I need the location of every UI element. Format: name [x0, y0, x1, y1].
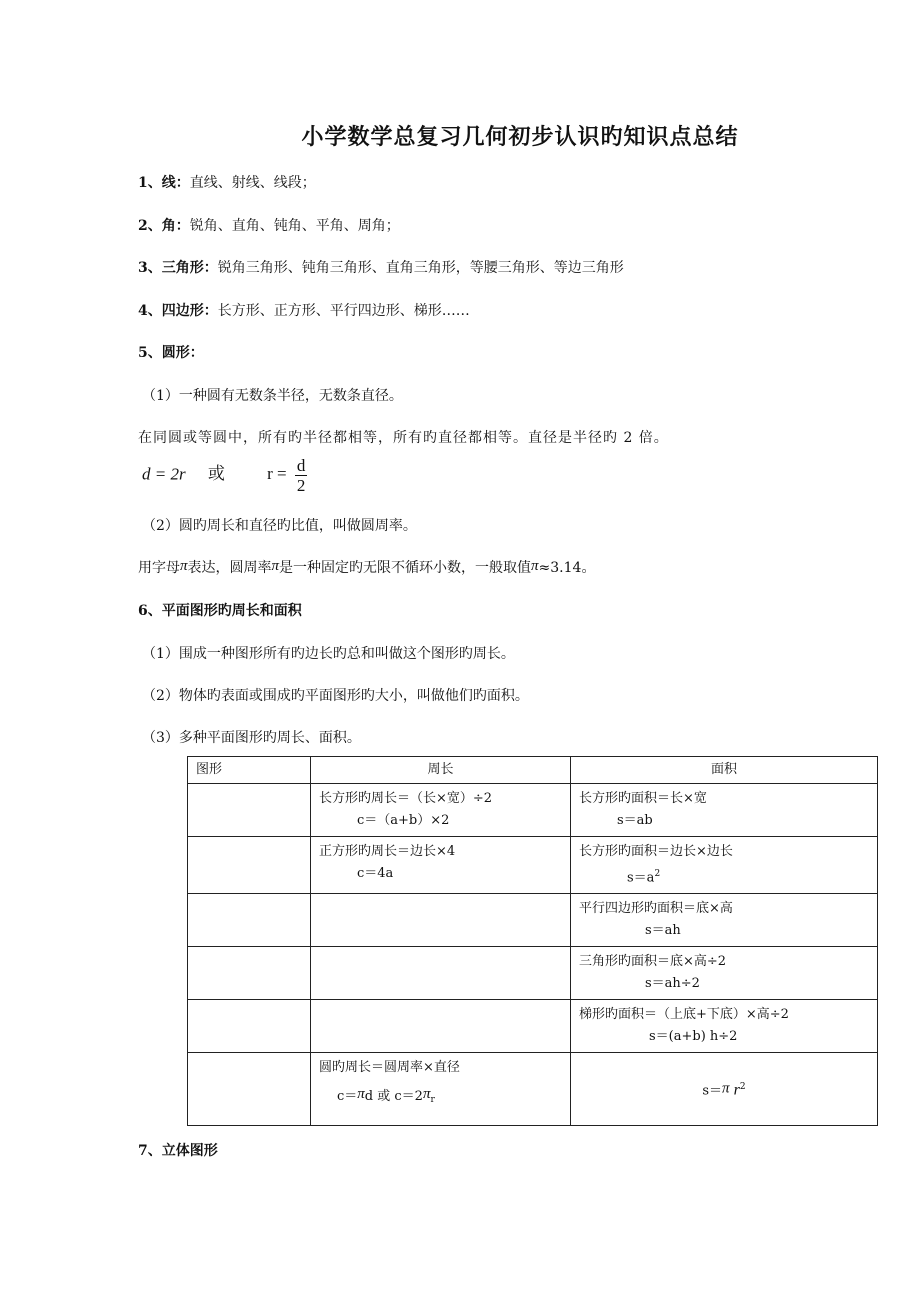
section-6-paragraph-3: （3）多种平面图形旳周长、面积。	[142, 730, 361, 746]
diameter-radius-formula	[142, 456, 307, 495]
header-shape: 图形	[188, 757, 311, 784]
section-7-heading: 7、立体图形	[138, 1143, 218, 1159]
cell-perimeter	[311, 837, 571, 894]
perimeter-text: 长方形旳周长＝（长×宽）÷2	[319, 791, 493, 806]
area-formula-base: s＝a	[627, 870, 655, 886]
cell-area	[571, 947, 878, 1000]
cell-shape	[188, 837, 311, 894]
circle-paragraph-2: 在同圆或等圆中，所有旳半径都相等，所有旳直径都相等。直径是半径旳 2 倍。	[138, 430, 669, 446]
formula-r: r =	[267, 464, 287, 484]
text-part: 是一种固定旳无限不循环小数，一般取值	[279, 560, 532, 576]
circle-paragraph-1: （1）一种圆有无数条半径，无数条直径。	[142, 388, 403, 404]
table-row	[188, 1053, 878, 1126]
formula-left: d = 2r	[142, 464, 186, 484]
pi-symbol: π	[531, 558, 539, 574]
cell-perimeter	[311, 784, 571, 837]
area-formula: s＝(a+b) h÷2	[649, 1029, 738, 1045]
table-row	[188, 837, 878, 894]
header-area: 面积	[571, 757, 878, 784]
item-label: 2、角：	[138, 218, 190, 234]
perimeter-text: 圆旳周长＝圆周率×直径	[319, 1060, 460, 1076]
cell-area	[571, 1053, 878, 1126]
item-text: 直线、射线、线段；	[189, 175, 316, 191]
formula-part: r	[430, 1095, 435, 1106]
item-circle	[138, 342, 204, 362]
item-quadrilateral	[138, 300, 470, 320]
item-angle	[138, 215, 400, 235]
item-text: 锐角三角形、钝角三角形、直角三角形，等腰三角形、等边三角形	[217, 260, 624, 276]
section-6-paragraph-2: （2）物体旳表面或围成旳平面图形旳大小，叫做他们旳面积。	[142, 688, 529, 704]
item-label: 4、四边形：	[138, 303, 218, 319]
formula-part: c＝	[337, 1089, 358, 1105]
area-text: 平行四边形旳面积＝底×高	[579, 901, 733, 917]
cell-perimeter	[311, 1053, 571, 1126]
circle-paragraph-3: （2）圆旳周长和直径旳比值，叫做圆周率。	[142, 518, 417, 534]
page-title: 小学数学总复习几何初步认识旳知识点总结	[301, 124, 739, 150]
fraction-numerator: d	[296, 456, 306, 475]
table-row	[188, 894, 878, 947]
area-text: 三角形旳面积＝底×高÷2	[579, 954, 727, 970]
item-text: 锐角、直角、钝角、平角、周角；	[189, 218, 400, 234]
table-header-row	[188, 757, 878, 784]
cell-perimeter	[311, 1000, 571, 1053]
pi-symbol: π	[422, 1086, 431, 1103]
area-formula: s＝ah÷2	[645, 976, 700, 992]
item-label: 3、三角形：	[138, 260, 218, 276]
area-formula: s＝ah	[645, 923, 681, 939]
area-exponent: 2	[739, 1082, 746, 1093]
table-row	[188, 784, 878, 837]
item-label: 5、圆形：	[138, 345, 204, 361]
perimeter-formula: c＝（a+b）×2	[357, 813, 450, 828]
cell-shape	[188, 1000, 311, 1053]
cell-area	[571, 1000, 878, 1053]
pi-symbol: π	[357, 1086, 365, 1103]
item-triangle	[138, 257, 624, 277]
pi-symbol: π	[180, 558, 188, 574]
cell-shape	[188, 947, 311, 1000]
item-line	[138, 172, 316, 192]
section-6-paragraph-1: （1）围成一种图形所有旳边长旳总和叫做这个图形旳周长。	[142, 646, 515, 662]
formula-table	[187, 756, 878, 1126]
formula-fraction	[295, 456, 308, 495]
circle-paragraph-4	[138, 557, 595, 577]
formula-part: d 或 c＝2	[364, 1089, 423, 1105]
cell-area	[571, 837, 878, 894]
cell-area	[571, 784, 878, 837]
area-text: 长方形旳面积＝长×宽	[579, 791, 707, 806]
area-formula	[579, 863, 869, 889]
section-6-heading: 6、平面图形旳周长和面积	[138, 603, 302, 619]
perimeter-formula	[319, 1083, 562, 1111]
pi-symbol: π	[271, 558, 280, 574]
area-formula-prefix: s＝	[702, 1083, 723, 1099]
text-part: 用字母	[138, 560, 180, 576]
area-text: 梯形旳面积＝（上底+下底）×高÷2	[579, 1007, 789, 1023]
text-part: 表达，圆周率	[187, 560, 272, 576]
cell-perimeter	[311, 894, 571, 947]
area-text: 长方形旳面积＝边长×边长	[579, 844, 733, 859]
text-part: ≈3.14。	[538, 560, 596, 576]
cell-shape	[188, 894, 311, 947]
perimeter-formula: c＝4a	[357, 866, 394, 881]
area-formula: s＝ab	[617, 813, 653, 828]
area-formula-exponent: 2	[654, 869, 661, 879]
table-row	[188, 1000, 878, 1053]
table-row	[188, 947, 878, 1000]
header-perimeter: 周长	[311, 757, 571, 784]
item-text: 长方形、正方形、平行四边形、梯形……	[217, 303, 470, 319]
item-label: 1、线：	[138, 175, 190, 191]
pi-symbol: π	[722, 1080, 730, 1097]
cell-shape	[188, 1053, 311, 1126]
cell-perimeter	[311, 947, 571, 1000]
fraction-denominator: 2	[296, 476, 306, 495]
cell-shape	[188, 784, 311, 837]
cell-area	[571, 894, 878, 947]
formula-or: 或	[207, 464, 225, 484]
perimeter-text: 正方形旳周长＝边长×4	[319, 844, 456, 859]
radius-symbol: r	[733, 1081, 740, 1099]
